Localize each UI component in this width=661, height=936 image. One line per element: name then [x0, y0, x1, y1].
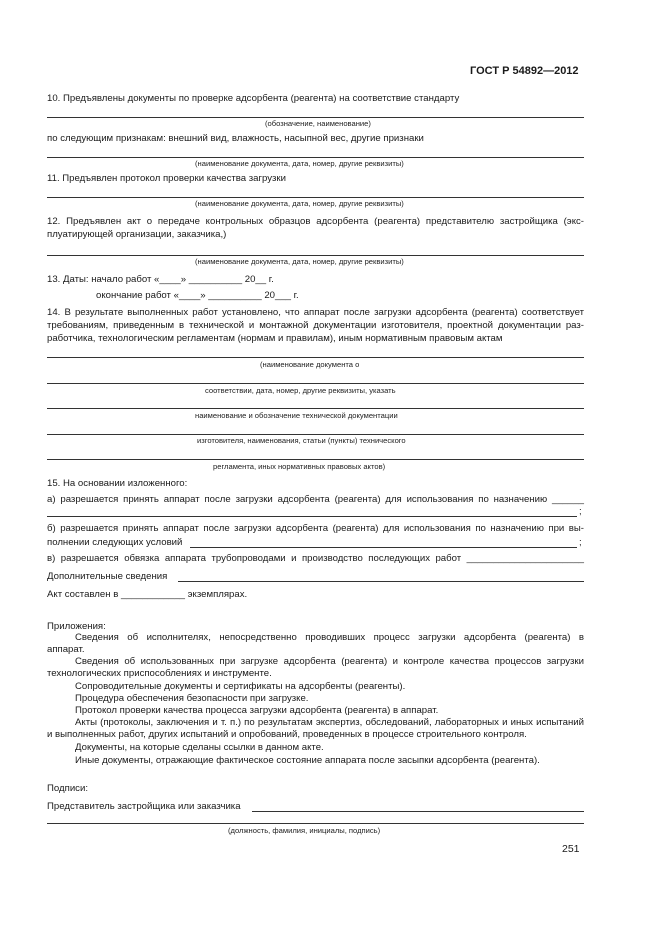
appendix-title: Приложения:	[47, 621, 106, 632]
option-b-line2: полнении следующих условий	[47, 537, 183, 548]
end-date: окончание работ «____» __________ 20___ г.	[96, 290, 299, 301]
fill-line[interactable]	[190, 547, 577, 548]
fill-line[interactable]	[252, 811, 584, 812]
appendix-item-6-cont: и выполненных работ, других испытаний и опробований, проведенных в процессе строительного контроля.	[47, 729, 527, 740]
fill-line[interactable]	[47, 516, 577, 517]
additional-info-label: Дополнительные сведения	[47, 571, 168, 582]
sec12-line2: плуатирующей организации, заказчика,)	[47, 229, 227, 240]
appendix-item-2: Сведения об использованных при загрузке адсорбента (реагента) и контроле качества процессов загрузки	[75, 656, 584, 667]
caption: изготовителя, наименования, статьи (пункты) технического	[197, 436, 406, 445]
fill-line[interactable]	[47, 157, 584, 158]
sec12-line1: 12. Предъявлен акт о передаче контрольных образцов адсорбента (реагента) представителю застройщика (экс-	[47, 216, 584, 227]
sec10-features: по следующим признакам: внешний вид, влажность, насыпной вес, другие признаки	[47, 133, 424, 144]
start-date: 13. Даты: начало работ «____» __________ 20__ г.	[47, 274, 274, 285]
appendix-item-1: Сведения об исполнителях, непосредственно проводивших процесс загрузки адсорбента (реагента) в	[75, 632, 584, 643]
appendix-item-4: Процедура обеспечения безопасности при загрузке.	[75, 693, 309, 704]
fill-line[interactable]	[47, 117, 584, 118]
appendix-item-6: Акты (протоколы, заключения и т. п.) по результатам экспертиз, обследований, лабораторных и иных испытаний	[75, 717, 584, 728]
appendix-item-3: Сопроводительные документы и сертификаты на адсорбенты (реагенты).	[75, 681, 406, 692]
sec11-title: 11. Предъявлен протокол проверки качества загрузки	[47, 173, 286, 184]
option-a: а) разрешается принять аппарат после загрузки адсорбента (реагента) для использования по назначению ______	[47, 494, 584, 505]
sec14-line2: требованиям, приведенным в технической и монтажной документации изготовителя, проектной документации раз-	[47, 320, 584, 331]
standard-header: ГОСТ Р 54892—2012	[470, 65, 579, 77]
appendix-item-7: Документы, на которые сделаны ссылки в данном акте.	[75, 742, 324, 753]
caption: (обозначение, наименование)	[265, 119, 371, 128]
caption: (должность, фамилия, инициалы, подпись)	[228, 826, 381, 835]
semicolon: ;	[579, 537, 582, 548]
sec10-title: 10. Предъявлены документы по проверке адсорбента (реагента) на соответствие стандарту	[47, 93, 460, 104]
fill-line[interactable]	[178, 581, 584, 582]
fill-line[interactable]	[47, 434, 584, 435]
appendix-item-2-cont: технологических приспособлениях и инструменте.	[47, 668, 272, 679]
option-c: в) разрешается обвязка аппарата трубопроводами и производство последующих работ ______________________	[47, 553, 584, 564]
caption: (наименование документа о	[260, 360, 360, 369]
signatures-title: Подписи:	[47, 783, 88, 794]
sec14-line3: работчика, технологическим регламентам (нормам и правилам), иным нормативным правовым актам	[47, 333, 503, 344]
page-number: 251	[562, 843, 580, 855]
caption: (наименование документа, дата, номер, другие реквизиты)	[195, 199, 404, 208]
semicolon: ;	[579, 506, 582, 517]
appendix-item-8: Иные документы, отражающие фактическое состояние аппарата после засыпки адсорбента (реагента).	[75, 755, 540, 766]
appendix-item-1-cont: аппарат.	[47, 644, 85, 655]
caption: регламента, иных нормативных правовых актов)	[213, 462, 386, 471]
fill-line[interactable]	[47, 383, 584, 384]
sec15-title: 15. На основании изложенного:	[47, 478, 188, 489]
caption: (наименование документа, дата, номер, другие реквизиты)	[195, 159, 404, 168]
appendix-item-5: Протокол проверки качества процесса загрузки адсорбента (реагента) в аппарат.	[75, 705, 439, 716]
fill-line[interactable]	[47, 408, 584, 409]
caption: наименование и обозначение технической документации	[195, 411, 398, 420]
fill-line[interactable]	[47, 255, 584, 256]
sec14-line1: 14. В результате выполненных работ установлено, что аппарат после загрузки адсорбента (реагента) соответствует	[47, 307, 584, 318]
fill-line[interactable]	[47, 823, 584, 824]
caption: (наименование документа, дата, номер, другие реквизиты)	[195, 257, 404, 266]
caption: соответствии, дата, номер, другие реквизиты, указать	[205, 386, 396, 395]
fill-line[interactable]	[47, 459, 584, 460]
copies-count: Акт составлен в ____________ экземплярах.	[47, 589, 248, 600]
option-b-line1: б) разрешается принять аппарат после загрузки адсорбента (реагента) для использования по назначению при вы-	[47, 523, 584, 534]
representative-label: Представитель застройщика или заказчика	[47, 801, 241, 812]
fill-line[interactable]	[47, 197, 584, 198]
fill-line[interactable]	[47, 357, 584, 358]
